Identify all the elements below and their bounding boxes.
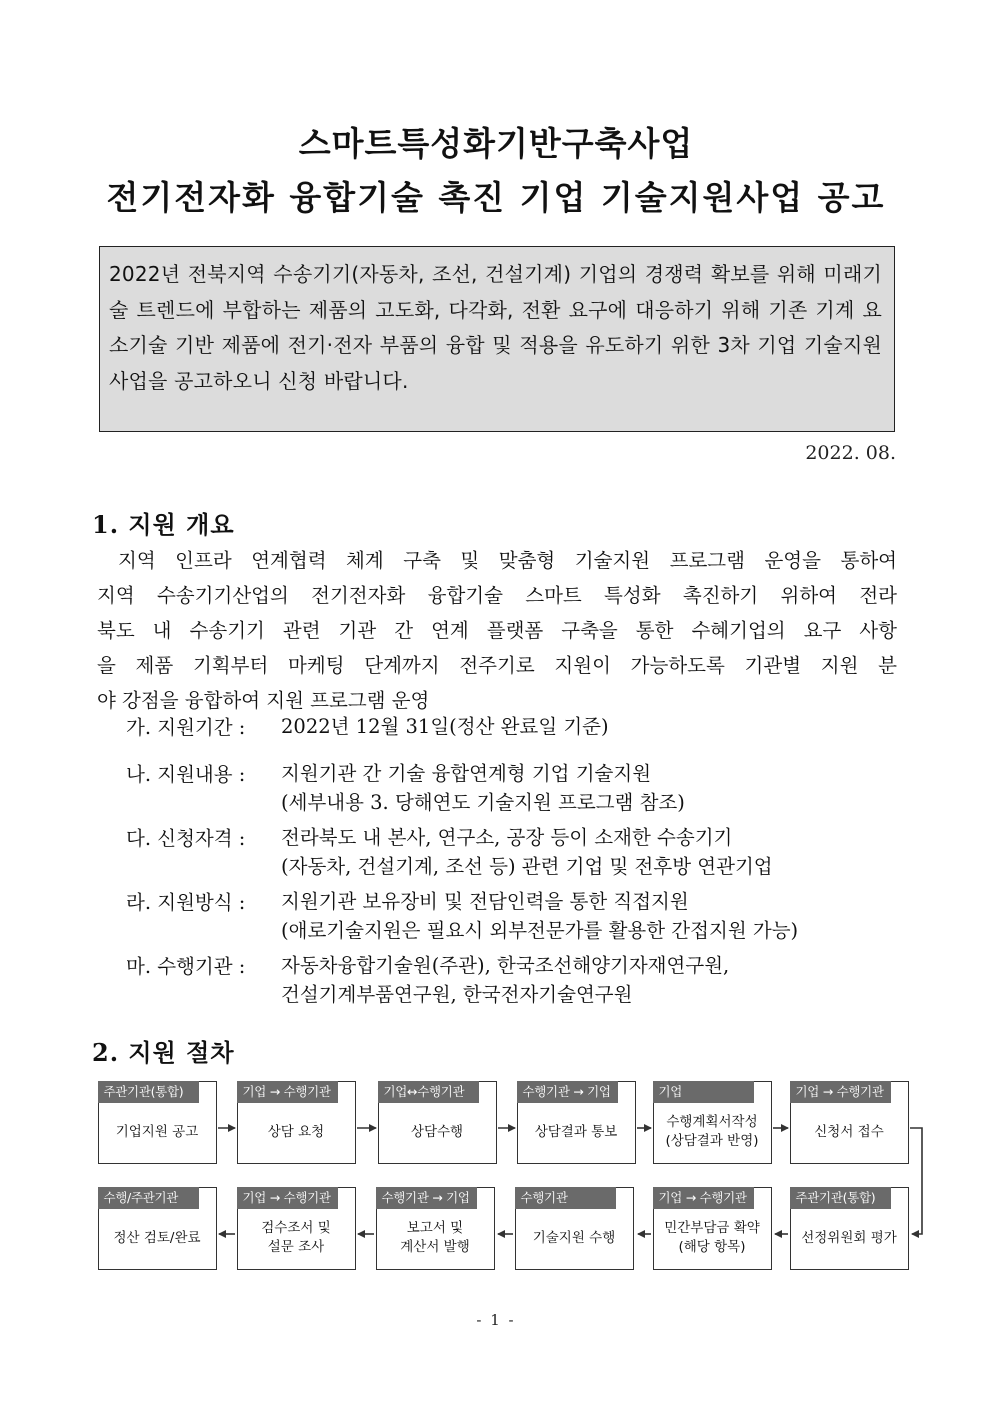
item-label: 가. 지원기간 : [126, 716, 246, 739]
item-value: (세부내용 3. 당해연도 기술지원 프로그램 참조) [281, 791, 685, 814]
section-1-heading: 1. 지원 개요 [92, 510, 235, 539]
flow-step-actor: 수행기관 → 기업 [517, 1081, 618, 1103]
flow-step-actor: 기업 → 수행기관 [237, 1081, 338, 1103]
flow-step-label: 상담결과 통보 [534, 1123, 618, 1140]
flow-step-label: 정산 검토/완료 [113, 1229, 201, 1246]
down-turn-arrow [910, 1128, 922, 1234]
item-value: (자동차, 건설기계, 조선 등) 관련 기업 및 전후방 연관기업 [281, 855, 773, 878]
item-value: 지원기관 보유장비 및 전담인력을 통한 직접지원 [281, 890, 689, 913]
notice-date: 2022. 08. [805, 442, 896, 464]
flow-step-actor: 기업 → 수행기관 [237, 1187, 338, 1209]
flow-step-label: 기술지원 수행 [532, 1229, 616, 1246]
item-value: 전라북도 내 본사, 연구소, 공장 등이 소재한 수송기기 [281, 826, 733, 849]
flow-step-actor: 수행기관 [515, 1187, 616, 1209]
flow-step-actor: 수행/주관기관 [98, 1187, 199, 1209]
item-value: 자동차융합기술원(주관), 한국조선해양기자재연구원, [281, 954, 730, 977]
item-label: 라. 지원방식 : [126, 891, 246, 914]
flow-step-label: 상담수행 [410, 1123, 464, 1140]
section-2-heading: 2. 지원 절차 [92, 1038, 235, 1067]
flow-step-label: 보고서 및 계산서 발행 [400, 1220, 470, 1255]
flow-step-actor: 기업 [653, 1081, 754, 1103]
title-line-1: 스마트특성화기반구축사업 [298, 124, 694, 163]
flow-step-actor: 기업 → 수행기관 [790, 1081, 891, 1103]
flow-step-actor: 수행기관 → 기업 [376, 1187, 477, 1209]
flow-step-label: 수행계획서작성 (상담결과 반영) [665, 1114, 759, 1149]
overview-line: 야 강점을 융합하여 지원 프로그램 운영 [97, 689, 430, 712]
overview-line: 지역 수송기기산업의 전기전자화 융합기술 스마트 특성화 촉진하기 위하여 전라 [97, 584, 897, 607]
flow-step-label: 상담 요청 [267, 1123, 325, 1140]
flow-step-label: 신청서 접수 [814, 1123, 884, 1140]
overview-line: 북도 내 수송기기 관련 기관 간 연계 플랫폼 구축을 통한 수혜기업의 요구 사항 [97, 619, 897, 642]
item-value: 건설기계부품연구원, 한국전자기술연구원 [281, 983, 633, 1006]
flow-step-label: 민간부담금 확약 (해당 항목) [664, 1220, 760, 1255]
item-label: 나. 지원내용 : [126, 763, 246, 786]
item-value: 지원기관 간 기술 융합연계형 기업 기술지원 [281, 762, 652, 785]
item-label: 다. 신청자격 : [126, 827, 246, 850]
overview-line: 지역 인프라 연계협력 체계 구축 및 맞춤형 기술지원 프로그램 운영을 통하여 [118, 549, 897, 572]
flow-step-actor: 기업 → 수행기관 [653, 1187, 754, 1209]
page-number: - 1 - [476, 1311, 516, 1329]
flow-step-actor: 기업↔수행기관 [378, 1081, 479, 1103]
item-value: 2022년 12월 31일(정산 완료일 기준) [281, 715, 609, 738]
flow-step-label: 기업지원 공고 [115, 1123, 199, 1140]
flow-step-actor: 주관기관(통합) [790, 1187, 891, 1209]
flow-step-actor: 주관기관(통합) [98, 1081, 199, 1103]
flow-step-label: 검수조서 및 설문 조사 [261, 1220, 331, 1255]
item-label: 마. 수행기관 : [126, 955, 246, 978]
title-line-2: 전기전자화 융합기술 촉진 기업 기술지원사업 공고 [106, 178, 886, 217]
overview-line: 을 제품 기획부터 마케팅 단계까지 전주기로 지원이 가능하도록 기관별 지원 분 [97, 654, 897, 677]
item-value: (애로기술지원은 필요시 외부전문가를 활용한 간접지원 가능) [281, 919, 799, 942]
notice-box: 2022년 전북지역 수송기기(자동차, 조선, 건설기계) 기업의 경쟁력 확보를 위해 미래기술 트렌드에 부합하는 제품의 고도화, 다각화, 전환 요구에 대응하기 위해 기존 기계 요소기술 기반 제품에 전기·전자 부품의 융합 및 적용을 유도하기 위한 3차 기업 기술지원사업을 공고하오니 신청 바랍니다. [99, 246, 895, 432]
flow-step-label: 선정위원회 평가 [801, 1229, 897, 1246]
